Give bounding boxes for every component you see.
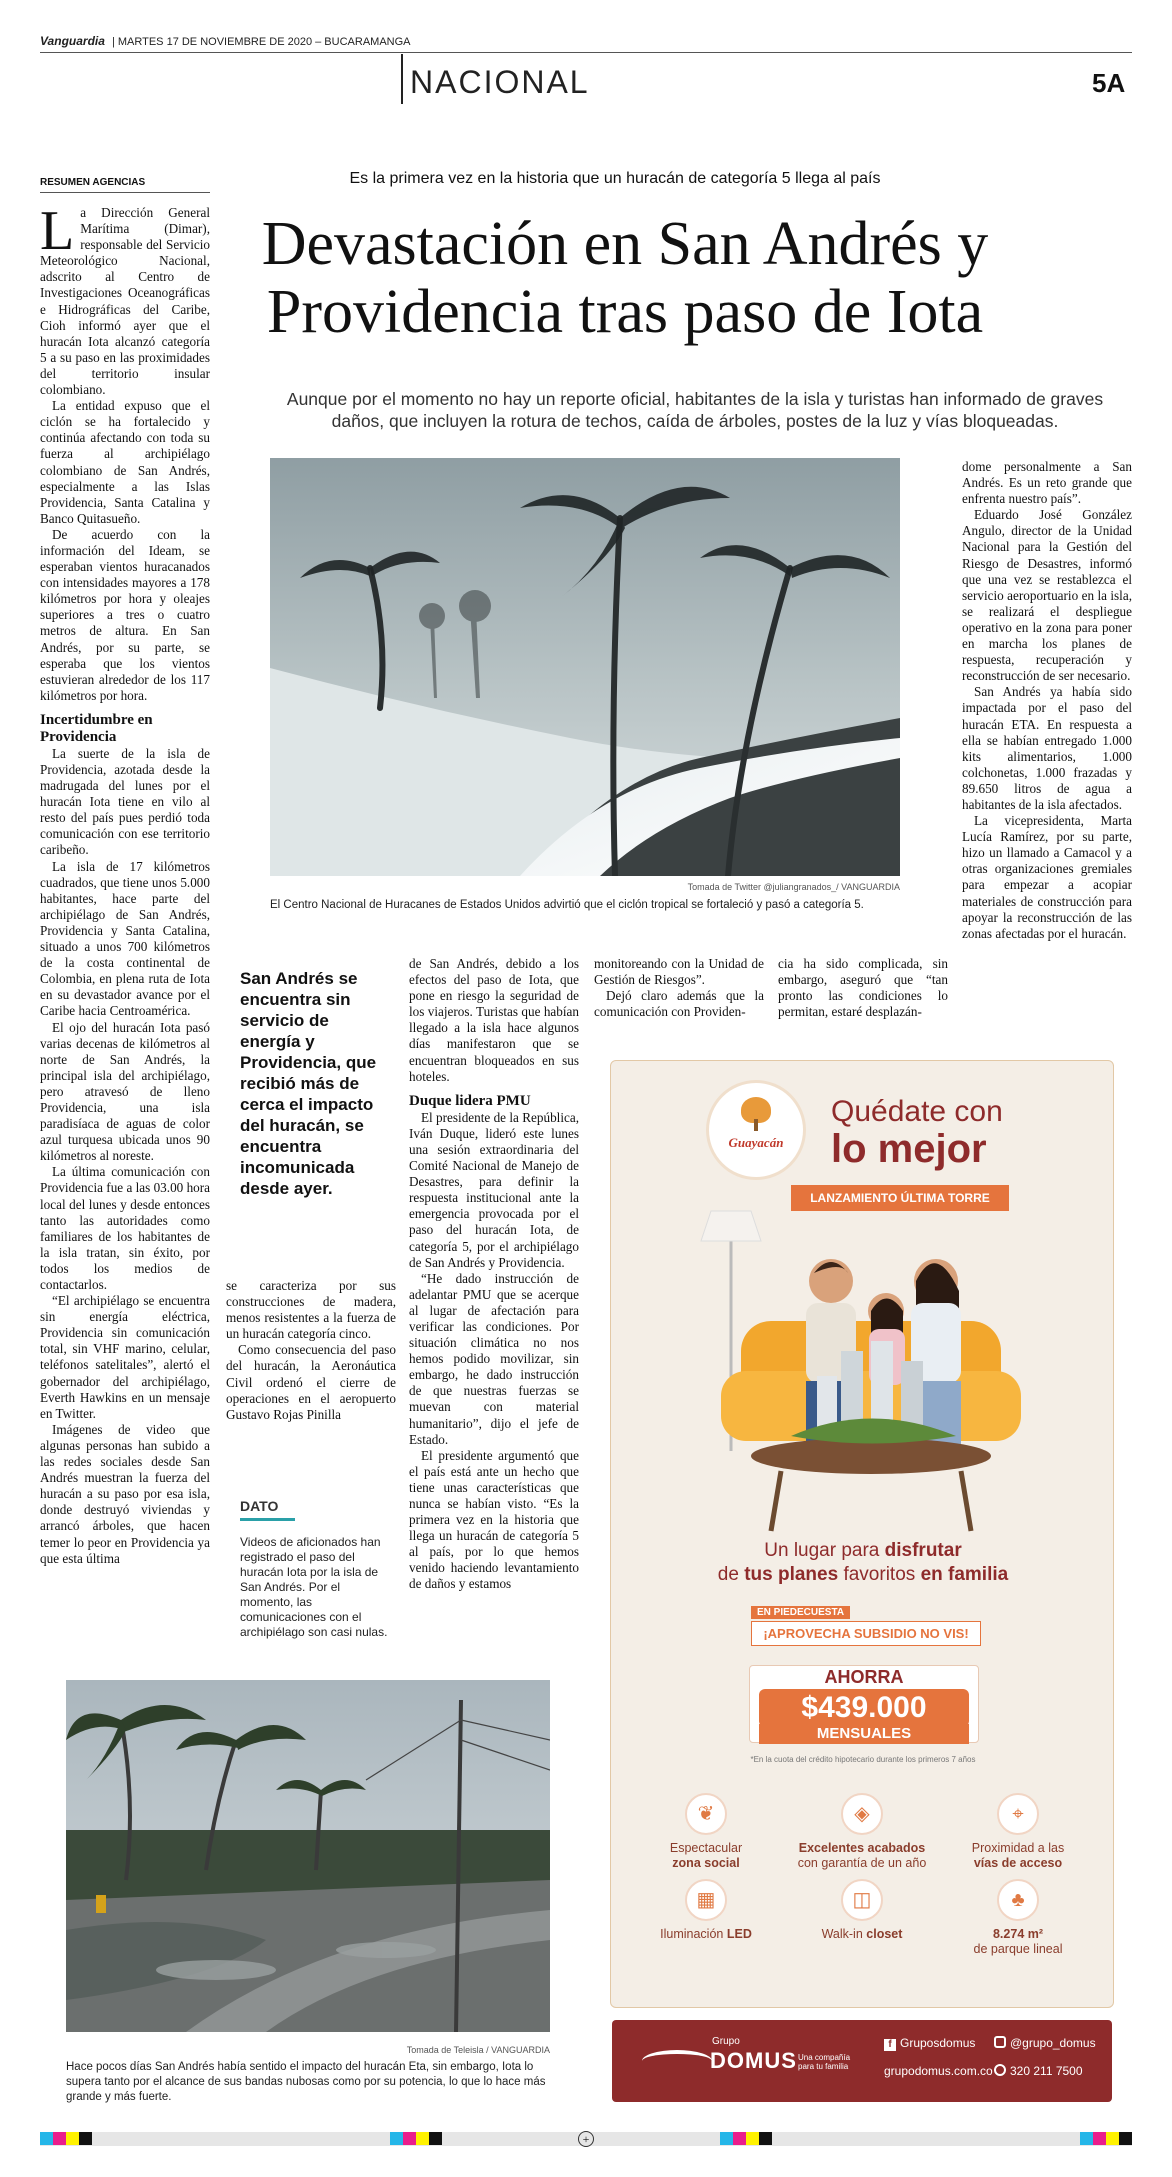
storm-beach-photo [270, 458, 900, 876]
dek-line-2: daños, que incluyen la rotura de techos, caída de árboles, postes de la luz y vías bloqueadas. [331, 411, 1059, 431]
guayacan-logo [709, 1083, 803, 1177]
paragraph: La entidad expuso que el ciclón se ha fortalecido y continúa afectando con toda su fuerza al archipiélago colombiano de San Andrés, especialmente a las Islas Providencia, Santa Catalina y Banco Quitasueño. [40, 398, 210, 526]
price-value: $439.000 [759, 1689, 969, 1727]
domus-slogan: Una compañía para tu familia [798, 2053, 851, 2071]
article-column-3 [409, 956, 579, 1593]
masthead [40, 34, 411, 48]
tagline-bold: en familia [920, 1564, 1009, 1585]
paragraph: cia ha sido complicada, sin embargo, aseguró que “tan pronto las condiciones lo permitan, estaré desplazán- [778, 956, 948, 1020]
paragraph: El presidente argumentó que el país está ante un hecho que tiene unas características que nunca se habían visto. “Es la primera vez en la historia que llega un huracán de categoría 5 al país, por lo que hemos venido haciendo levantamiento de daños y estamos [409, 1447, 579, 1592]
article-column-4 [594, 956, 764, 1020]
feature-line: con garantía de un año [797, 1856, 927, 1870]
feature-line: de parque lineal [973, 1942, 1063, 1956]
page-number: 5A [1092, 68, 1126, 98]
headline-line-2: Providencia tras paso de Iota [266, 278, 984, 346]
feature-access [943, 1793, 1093, 1871]
photo1-credit: Tomada de Twitter @juliangranados_/ VANGUARDIA [687, 882, 900, 892]
facebook-link[interactable] [884, 2036, 975, 2051]
paragraph: Como consecuencia del paso del huracán, la Aeronáutica Civil ordenó el cierre de operaciones en el aeropuerto Gustavo Rojas Pinilla [226, 1342, 396, 1422]
feature-line: Espectacular [669, 1841, 743, 1855]
feature-line: Proximidad a las [971, 1841, 1065, 1855]
byline-rule [40, 192, 210, 193]
dato-rule [240, 1518, 295, 1521]
launch-banner: LANZAMIENTO ÚLTIMA TORRE [791, 1185, 1009, 1211]
flooded-street-photo [66, 1680, 550, 2032]
paragraph: El ojo del huracán Iota pasó varias decenas de kilómetros al norte de San Andrés, la principal isla del archipiélago, pero atravesó de lleno Providencia, una isla paradisíaca de aguas de color azul turquesa ubicada unos 90 kilómetros al noreste. [40, 1019, 210, 1164]
price-footnote: *En la cuota del crédito hipotecario durante los primeros 7 años [750, 1755, 976, 1764]
subsidy-banner: ¡APROVECHA SUBSIDIO NO VIS! [751, 1621, 981, 1646]
ad-tagline [611, 1539, 1115, 1587]
paragraph: monitoreando con la Unidad de Gestión de Riesgos”. [594, 956, 764, 988]
website-link[interactable]: grupodomus.com.co [884, 2064, 993, 2078]
phone-number: 320 211 7500 [1010, 2064, 1083, 2078]
feature-line-bold: closet [866, 1927, 903, 1941]
photo1-caption: El Centro Nacional de Huracanes de Estados Unidos advirtió que el ciclón tropical se fortaleció y pasó a categoría 5. [270, 899, 864, 911]
feature-line-bold: vías de acceso [973, 1856, 1063, 1870]
domus-brand: DOMUS [710, 2048, 797, 2073]
feature-line: Walk-in [821, 1927, 867, 1941]
article-column-5 [778, 956, 948, 1020]
paragraph: Eduardo José González Angulo, director de la Unidad Nacional para la Gestión del Riesgo de Desastres, informó que una vez se restablezca el servicio aeroportuario en la isla, se realizará el despliegue operativo en la zona para poner en marcha los planes de respuesta, recuperación y reconstrucción de ser necesario. [962, 507, 1132, 684]
ad-title-1: Quédate con [831, 1095, 1003, 1128]
byline: RESUMEN AGENCIAS [40, 177, 146, 188]
paragraph: de San Andrés, debido a los efectos del paso de Iota, que pone en riesgo la seguridad de los viajeros. Turistas que habían llegado a la isla hace algunos días manifestaron que se encuentran bloqueados en sus hoteles. [409, 956, 579, 1084]
dato-label: DATO [240, 1498, 279, 1514]
photo2-caption: Hace pocos días San Andrés había sentido el impacto del huracán Eta, sin embargo, Iota lo supera tanto por el alcance de sus bandas nubosas como por su potencia, lo que lo hace más grande y más fuerte. [66, 2061, 546, 2103]
closet-icon: ◫ [841, 1879, 883, 1921]
feature-closet [787, 1879, 937, 1942]
feature-led [631, 1879, 781, 1942]
feature-line-bold: zona social [672, 1856, 740, 1870]
dek-line-1: Aunque por el momento no hay un reporte oficial, habitantes de la isla y turistas han informado de graves [286, 389, 1104, 409]
photo2-credit: Tomada de Teleisla / VANGUARDIA [406, 2045, 550, 2055]
park-icon: ♣ [997, 1879, 1039, 1921]
tagline-text: Un lugar para [764, 1540, 885, 1561]
paragraph: San Andrés ya había sido impactada por el paso del huracán ETA. En respuesta a ella se habían entregado 1.000 kits alimentarios, 1.000 colchonetas, 1.000 frazadas y 89.650 litros de agua a habitantes de la isla afectados. [962, 684, 1132, 812]
section-bar [401, 54, 403, 104]
feature-finishes [787, 1793, 937, 1871]
dek [265, 388, 1125, 432]
feature-line-bold: Excelentes acabados [798, 1841, 926, 1855]
paragraph: El presidente de la República, Iván Duque, lideró este lunes una sesión extraordinaria del Comité Nacional de Manejo de Desastres, para definir la respuesta institucional ante la emergencia provocada por el paso del huracán Iota, de categoría 5, por el archipiélago de San Andrés y Providencia. [409, 1109, 579, 1270]
feature-park [943, 1879, 1093, 1957]
guayacan-ad[interactable] [610, 1060, 1114, 2008]
phone-link[interactable] [994, 2064, 1083, 2078]
subhead-providencia: Incertidumbre en Providencia [40, 711, 153, 745]
family-illustration [671, 1201, 1051, 1551]
paragraph: “El archipiélago se encuentra sin energía eléctrica, Providencia sin comunicación total, sin VHF marino, celular, teléfonos satelitales”, alertó el gobernador del archipiélago, Everth Hawkins en un mensaje en Twitter. [40, 1293, 210, 1421]
feature-line: Iluminación [660, 1927, 727, 1941]
paragraph: se caracteriza por sus construcciones de madera, menos resistentes a la fuerza de un huracán categoría cinco. [226, 1278, 396, 1342]
pullquote: San Andrés se encuentra sin servicio de energía y Providencia, que recibió más de cerca el impacto del huracán, se encuentra incomunicada desde ayer. [240, 969, 377, 1198]
kicker: Es la primera vez en la historia que un huracán de categoría 5 llega al país [349, 170, 881, 187]
article-column-1 [40, 200, 210, 1567]
whatsapp-icon [994, 2064, 1006, 2076]
domus-group: Grupo [712, 2036, 740, 2047]
paragraph: La última comunicación con Providencia fue a las 03.00 hora local del lunes y desde entonces tanto las autoridades como familiares de los habitantes de la isla tratan, sin éxito, por todos los medios de contactarlos. [40, 1164, 210, 1292]
paragraph: a Dirección General Marítima (Dimar), responsable del Servicio Meteorológico Nacional, adscrito al Centro de Investigaciones Oceanográficas e Hidrográficas del Caribe, Cioh informó ayer que el huracán Iota alcanzó categoría 5 a su paso en las proximidades del territorio insular colombiano. [40, 205, 210, 398]
tagline-text: de [717, 1564, 745, 1585]
paragraph: La vicepresidenta, Marta Lucía Ramírez, por su parte, hizo un llamado a Camacol y a otras organizaciones gremiales para empezar a acopiar materiales de construcción para apoyar la reconstrucción de las zonas afectadas por el huracán. [962, 813, 1132, 941]
feature-social-zone [631, 1793, 781, 1871]
brand-logo: Vanguardia [40, 34, 105, 48]
registration-mark-icon: + [578, 2131, 594, 2147]
leaf-icon: ❦ [685, 1793, 727, 1835]
dropcap: L [40, 200, 75, 262]
pin-icon: ⌖ [997, 1793, 1039, 1835]
save-label: AHORRA [824, 1667, 904, 1687]
article-column-2 [226, 1278, 396, 1423]
domus-swoosh-icon [642, 2050, 712, 2072]
dateline: | MARTES 17 DE NOVIEMBRE DE 2020 – BUCARAMANGA [111, 36, 411, 48]
light-icon: ▦ [685, 1879, 727, 1921]
paragraph: La isla de 17 kilómetros cuadrados, que tiene unos 5.000 habitantes, hace parte del archipiélago de San Andrés, Providencia y Santa Catalina, situado a unos 700 kilómetros de la costa continental de Colombia, en plena ruta de Iota en su devastador avance por el Caribe hacia Centroamérica. [40, 858, 210, 1019]
feature-line-bold: 8.274 m² [992, 1927, 1044, 1941]
dato-text: Videos de aficionados han registrado el paso del huracán Iota por la isla de San Andrés. Por el momento, las comunicaciones con el archipiélago son casi nulas. [240, 1535, 388, 1639]
subhead-duque: Duque lidera PMU [409, 1092, 531, 1109]
presale-tag: EN PIEDECUESTA [751, 1606, 850, 1619]
logo-text: Guayacán [728, 1135, 784, 1150]
flooded-street-image [66, 1680, 550, 2032]
paragraph: Dejó claro además que la comunicación con Providen- [594, 988, 764, 1020]
instagram-handle: @grupo_domus [1010, 2036, 1096, 2050]
article-column-6 [962, 459, 1132, 942]
tagline-text: favoritos [838, 1564, 921, 1585]
tree-trunk [754, 1119, 758, 1131]
storm-beach-image [270, 458, 900, 876]
tagline-bold: tus planes [744, 1564, 839, 1585]
ad-title-2: lo mejor [831, 1127, 987, 1171]
headline [235, 210, 1015, 346]
facebook-icon: f [884, 2039, 896, 2051]
layers-icon: ◈ [841, 1793, 883, 1835]
paragraph: De acuerdo con la información del Ideam, se esperaban vientos huracanados con intensidades mayores a 178 kilómetros por hora y oleajes superiores a tres o cuatro metros de altura. En San Andrés, por su parte, se esperaba que los vientos estuvieran alrededor de los 117 kilómetros por hora. [40, 526, 210, 703]
paragraph: dome personalmente a San Andrés. Es un reto grande que enfrenta nuestro país”. [962, 459, 1132, 507]
instagram-link[interactable] [994, 2036, 1096, 2050]
header-rule [40, 52, 1132, 53]
monthly-label: MENSUALES [759, 1724, 969, 1744]
paragraph: Imágenes de video que algunas personas han subido a las redes sociales desde San Andrés muestran la fuerza del huracán a su paso por esa isla, donde destruyó viviendas y arrancó árboles, que hacen temer lo peor en Providencia ya que esta última [40, 1421, 210, 1566]
print-color-bar [40, 2132, 1132, 2146]
facebook-handle: Gruposdomus [900, 2036, 976, 2050]
section-title: NACIONAL [410, 64, 590, 100]
tagline-bold: disfrutar [884, 1540, 962, 1561]
feature-line-bold: LED [726, 1927, 752, 1941]
paragraph: La suerte de la isla de Providencia, azotada desde la madrugada del lunes por el huracán Iota tiene en vilo al resto del país pues perdió toda comunicación con ese territorio caribeño. [40, 745, 210, 858]
headline-line-1: Devastación en San Andrés y [261, 210, 989, 278]
instagram-icon [994, 2036, 1006, 2048]
paragraph: “He dado instrucción de adelantar PMU que se acerque al lugar de afectación para verificar las condiciones. Por situación climática no nos hemos podido movilizar, sin embargo, he dado instrucción de que nuestras fuerzas se muevan con material humanitario”, dijo el jefe de Estado. [409, 1270, 579, 1447]
domus-footer[interactable] [612, 2020, 1112, 2102]
